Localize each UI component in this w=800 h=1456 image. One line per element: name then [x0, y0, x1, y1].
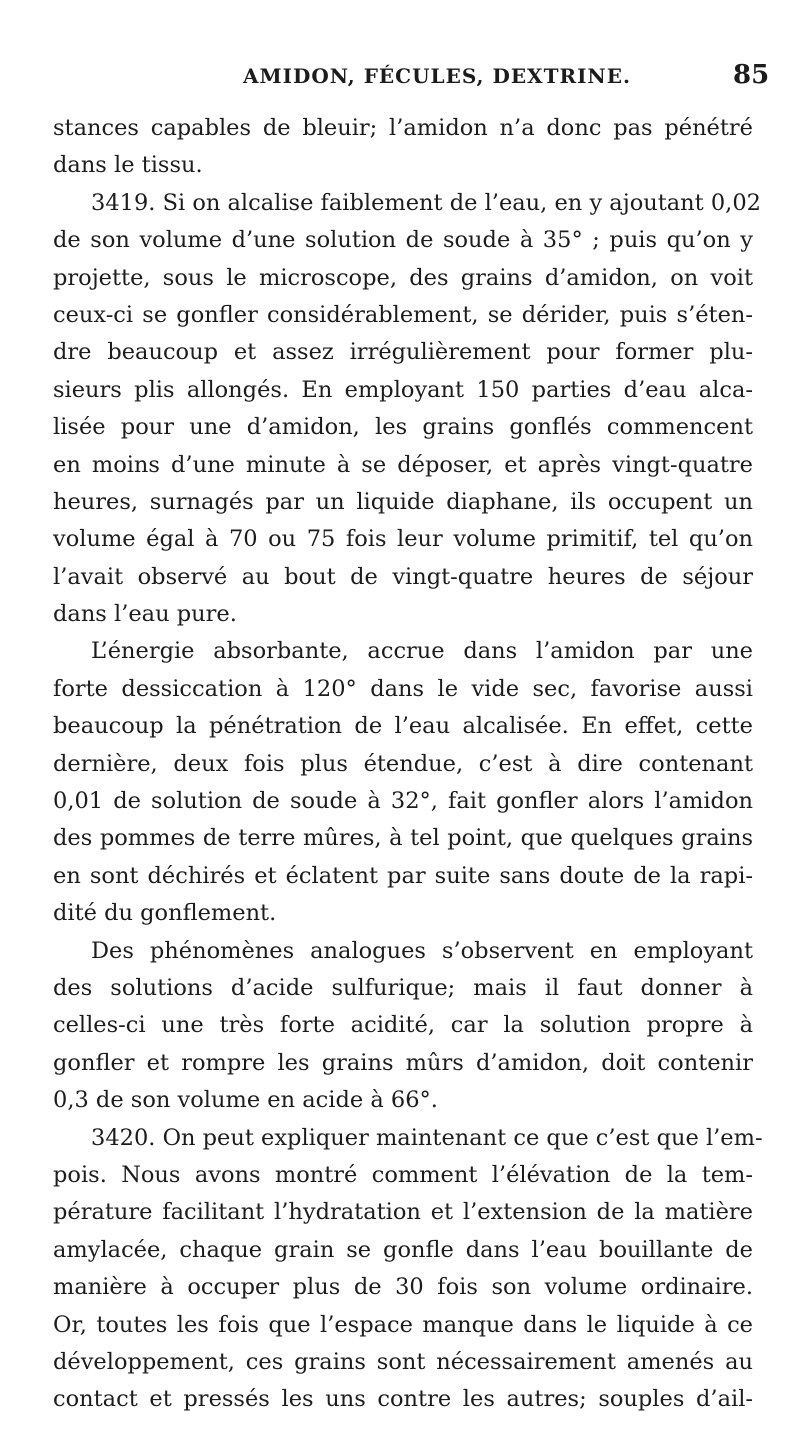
text-line: sieurs plis allongés. En employant 150 parties d’eau alca- — [53, 376, 753, 403]
text-line: amylacée, chaque grain se gonfle dans l’eau bouillante de — [53, 1236, 753, 1263]
running-title: AMIDON, FÉCULES, DEXTRINE. — [243, 64, 631, 88]
text-line: dans l’eau pure. — [53, 601, 237, 628]
text-line: pérature facilitant l’hydratation et l’extension de la matière — [53, 1199, 753, 1226]
text-line: 0,3 de son volume en acide à 66°. — [53, 1087, 438, 1114]
text-line: contact et pressés les uns contre les autres; souples d’ail- — [53, 1386, 753, 1413]
text-line: celles-ci une très forte acidité, car la solution propre à — [53, 1012, 753, 1039]
text-line: l’avait observé au bout de vingt-quatre heures de séjour — [53, 563, 753, 590]
text-line: pois. Nous avons montré comment l’élévation de la tem- — [53, 1161, 753, 1188]
text-line: en moins d’une minute à se déposer, et après vingt-quatre — [53, 451, 753, 478]
body-text — [53, 110, 763, 1419]
text-line: volume égal à 70 ou 75 fois leur volume primitif, tel qu’on — [53, 526, 753, 553]
text-line: gonfler et rompre les grains mûrs d’amidon, doit contenir — [53, 1049, 753, 1076]
paragraph-energie-start: L’énergie absorbante, accrue dans l’amidon par une — [91, 638, 753, 665]
text-line: beaucoup la pénétration de l’eau alcalisée. En effet, cette — [53, 713, 753, 740]
text-line: 0,01 de solution de soude à 32°, fait gonfler alors l’amidon — [53, 788, 753, 815]
text-line: développement, ces grains sont nécessairement amenés au — [53, 1348, 753, 1375]
text-line: en sont déchirés et éclatent par suite sans doute de la rapi- — [53, 862, 753, 889]
paragraph-3419-start: 3419. Si on alcalise faiblement de l’eau, en y ajoutant 0,02 — [91, 189, 761, 216]
text-line: dre beaucoup et assez irrégulièrement pour former plu- — [53, 339, 753, 366]
text-line: dité du gonflement. — [53, 900, 277, 927]
page-number: 85 — [733, 60, 770, 90]
text-line: Or, toutes les fois que l’espace manque dans le liquide à ce — [53, 1311, 753, 1338]
paragraph-phenomenes-start: Des phénomènes analogues s’observent en employant — [91, 937, 753, 964]
text-line: de son volume d’une solution de soude à 35° ; puis qu’on y — [53, 227, 753, 254]
running-head — [0, 60, 800, 94]
text-line: dans le tissu. — [53, 152, 203, 179]
text-line: dernière, deux fois plus étendue, c’est à dire contenant — [53, 750, 753, 777]
text-line: heures, surnagés par un liquide diaphane, ils occupent un — [53, 488, 753, 515]
text-line: des pommes de terre mûres, à tel point, que quelques grains — [53, 825, 753, 852]
paragraph-3420-start: 3420. On peut expliquer maintenant ce que c’est que l’em- — [91, 1124, 763, 1151]
text-line: des solutions d’acide sulfurique; mais il faut donner à — [53, 974, 753, 1001]
text-line: forte dessiccation à 120° dans le vide sec, favorise aussi — [53, 675, 753, 702]
text-line: manière à occuper plus de 30 fois son volume ordinaire. — [53, 1274, 753, 1301]
text-line: stances capables de bleuir; l’amidon n’a donc pas pénétré — [53, 115, 753, 141]
text-line: ceux-ci se gonfler considérablement, se dérider, puis s’éten- — [53, 301, 753, 328]
text-line: projette, sous le microscope, des grains d’amidon, on voit — [53, 264, 753, 291]
text-line: lisée pour une d’amidon, les grains gonflés commencent — [53, 414, 753, 441]
